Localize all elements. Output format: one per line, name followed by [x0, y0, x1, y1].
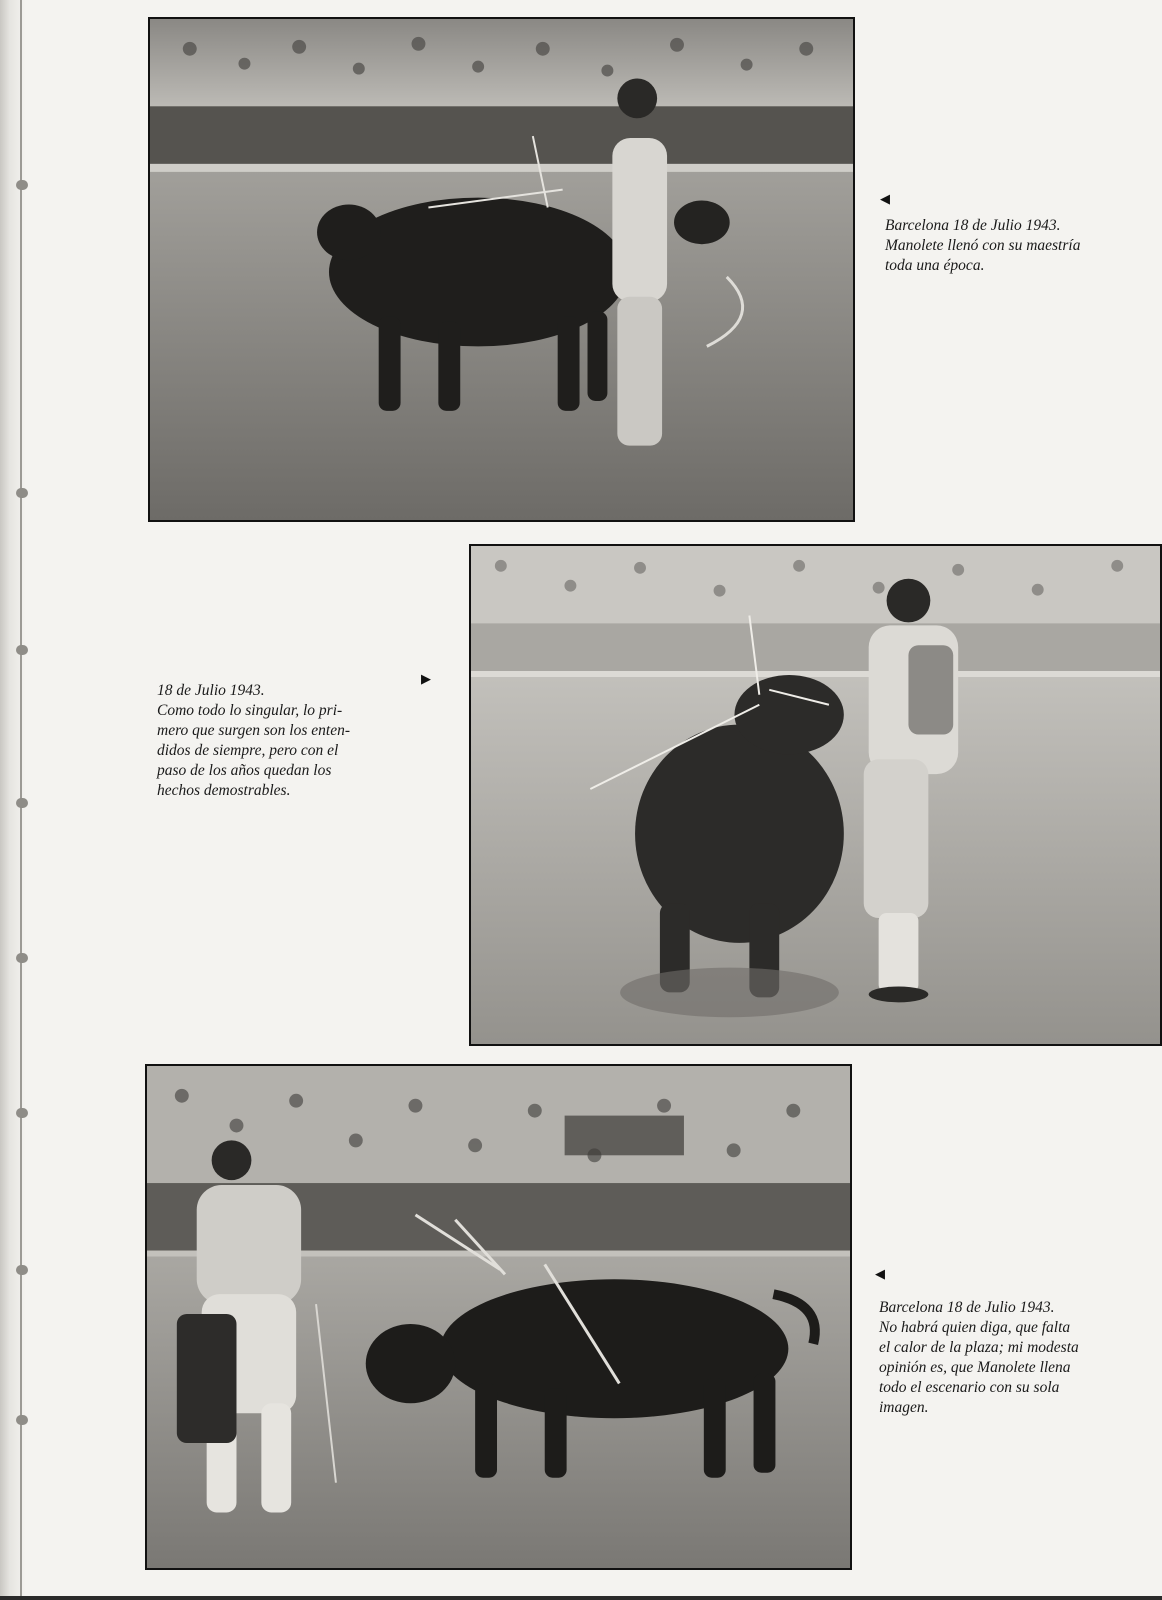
caption-3-line: el calor de la plaza; mi modesta — [879, 1339, 1079, 1356]
caption-3 — [879, 1298, 1141, 1418]
caption-3-line: Barcelona 18 de Julio 1943. — [879, 1299, 1055, 1316]
caption-2-line: mero que surgen son los enten- — [157, 722, 351, 739]
caption-2-line: paso de los años quedan los — [157, 762, 332, 779]
caption-1-line: Barcelona 18 de Julio 1943. — [885, 217, 1061, 234]
caption-2-line: didos de siempre, pero con el — [157, 742, 339, 759]
caption-1 — [885, 216, 1155, 276]
binding-edge — [0, 0, 26, 1600]
caption-3-line: opinión es, que Manolete llena — [879, 1359, 1071, 1376]
bottom-edge — [0, 1596, 1162, 1600]
punch-hole — [16, 180, 28, 190]
punch-hole — [16, 1415, 28, 1425]
caption-2 — [157, 681, 435, 801]
punch-hole — [16, 645, 28, 655]
caption-3-marker: ◀ — [875, 1266, 885, 1281]
caption-1-marker: ◀ — [880, 191, 890, 206]
punch-hole — [16, 1265, 28, 1275]
caption-2-line: Como todo lo singular, lo pri- — [157, 702, 343, 719]
caption-1-line: toda una época. — [885, 257, 985, 274]
caption-3-line: imagen. — [879, 1399, 929, 1416]
photo-bullfight-3 — [145, 1064, 852, 1570]
caption-3-line: todo el escenario con su sola — [879, 1379, 1060, 1396]
punch-hole — [16, 798, 28, 808]
punch-hole — [16, 953, 28, 963]
punch-hole — [16, 1108, 28, 1118]
caption-1-line: Manolete llenó con su maestría — [885, 237, 1081, 254]
punch-hole — [16, 488, 28, 498]
photo-bullfight-1 — [148, 17, 855, 522]
caption-2-marker: ▶ — [421, 671, 431, 686]
photo-bullfight-2 — [469, 544, 1162, 1046]
caption-2-line: 18 de Julio 1943. — [157, 682, 265, 699]
caption-3-line: No habrá quien diga, que falta — [879, 1319, 1071, 1336]
caption-2-line: hechos demostrables. — [157, 782, 291, 799]
